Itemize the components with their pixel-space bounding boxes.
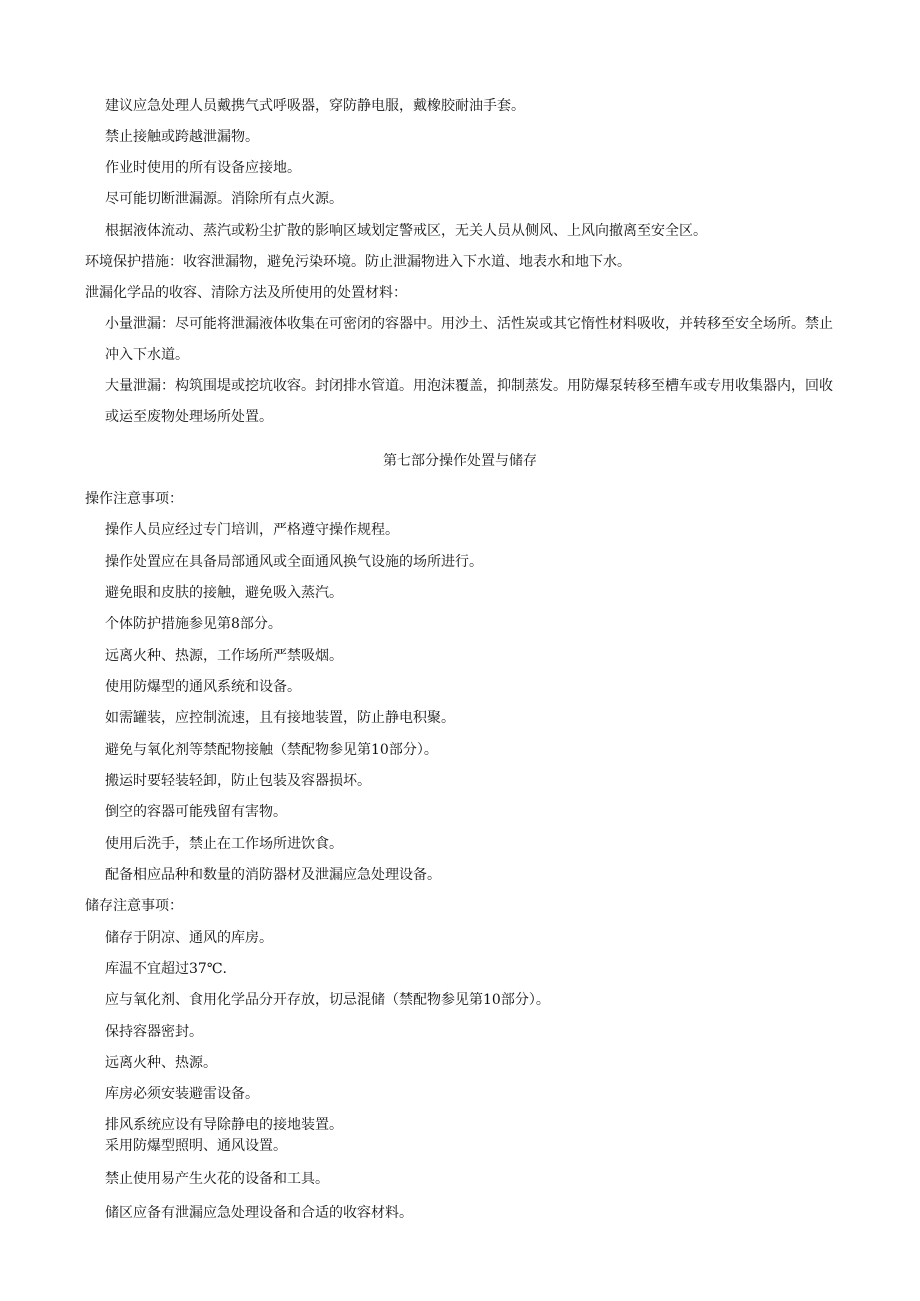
protective-line: 作业时使用的所有设备应接地。 <box>105 160 301 176</box>
operation-item: 配备相应品种和数量的消防器材及泄漏应急处理设备。 <box>105 867 441 883</box>
operation-item: 远离火种、热源，工作场所严禁吸烟。 <box>105 648 343 664</box>
env-protection-text: 收容泄漏物，避免污染环境。防止泄漏物进入下水道、地表水和地下水。 <box>183 254 631 270</box>
protective-line: 尽可能切断泄漏源。消除所有点火源。 <box>105 191 343 207</box>
env-protection-paragraph <box>85 253 631 271</box>
operation-item: 使用后洗手，禁止在工作场所进饮食。 <box>105 836 343 852</box>
operation-item: 避免与氧化剂等禁配物接触（禁配物参见第10部分）。 <box>105 742 438 758</box>
operation-item: 使用防爆型的通风系统和设备。 <box>105 679 301 695</box>
storage-heading: 储存注意事项： <box>85 898 183 914</box>
cleanup-heading: 泄漏化学品的收容、清除方法及所使用的处置材料： <box>85 285 407 301</box>
protective-line: 根据液体流动、蒸汽或粉尘扩散的影响区域划定警戒区，无关人员从侧风、上风向撤离至安全区。 <box>105 223 707 239</box>
operation-item: 搬运时要轻装轻卸，防止包装及容器损坏。 <box>105 773 371 789</box>
storage-item: 库温不宜超过37℃. <box>105 961 227 977</box>
operation-item: 操作人员应经过专门培训，严格遵守操作规程。 <box>105 522 399 538</box>
protective-line: 禁止接触或跨越泄漏物。 <box>105 129 259 145</box>
operation-item: 操作处置应在具备局部通风或全面通风换气设施的场所进行。 <box>105 554 483 570</box>
protective-line: 建议应急处理人员戴携气式呼吸器，穿防静电服，戴橡胶耐油手套。 <box>105 98 525 114</box>
storage-item: 禁止使用易产生火花的设备和工具。 <box>105 1171 329 1187</box>
env-protection-label: 环境保护措施： <box>85 254 183 270</box>
small-spill-paragraph: 小量泄漏：尽可能将泄漏液体收集在可密闭的容器中。用沙土、活性炭或其它惰性材料吸收，并转移至安全场所。禁止冲入下水道。 <box>105 316 833 363</box>
storage-item: 保持容器密封。 <box>105 1024 203 1040</box>
storage-item: 应与氧化剂、食用化学品分开存放，切忌混储（禁配物参见第10部分）。 <box>105 992 550 1008</box>
operation-heading: 操作注意事项： <box>85 491 183 507</box>
operation-item: 避免眼和皮肤的接触，避免吸入蒸汽。 <box>105 585 343 601</box>
storage-item: 远离火种、热源。 <box>105 1055 217 1071</box>
storage-item: 排风系统应设有导除静电的接地装置。 <box>105 1117 343 1133</box>
operation-item: 个体防护措施参见第8部分。 <box>105 616 282 632</box>
operation-item: 倒空的容器可能残留有害物。 <box>105 804 287 820</box>
section-title: 第七部分操作处置与储存 <box>383 453 537 469</box>
storage-item: 储区应备有泄漏应急处理设备和合适的收容材料。 <box>105 1205 413 1221</box>
storage-item: 储存于阴凉、通风的库房。 <box>105 930 273 946</box>
storage-item: 库房必须安装避雷设备。 <box>105 1086 259 1102</box>
operation-item: 如需罐装，应控制流速，且有接地装置，防止静电积聚。 <box>105 710 455 726</box>
storage-item: 采用防爆型照明、通风设置。 <box>105 1138 287 1154</box>
large-spill-paragraph: 大量泄漏：构筑围堤或挖坑收容。封闭排水管道。用泡沫覆盖，抑制蒸发。用防爆泵转移至槽车或专用收集器内，回收或运至废物处理场所处置。 <box>105 378 833 425</box>
